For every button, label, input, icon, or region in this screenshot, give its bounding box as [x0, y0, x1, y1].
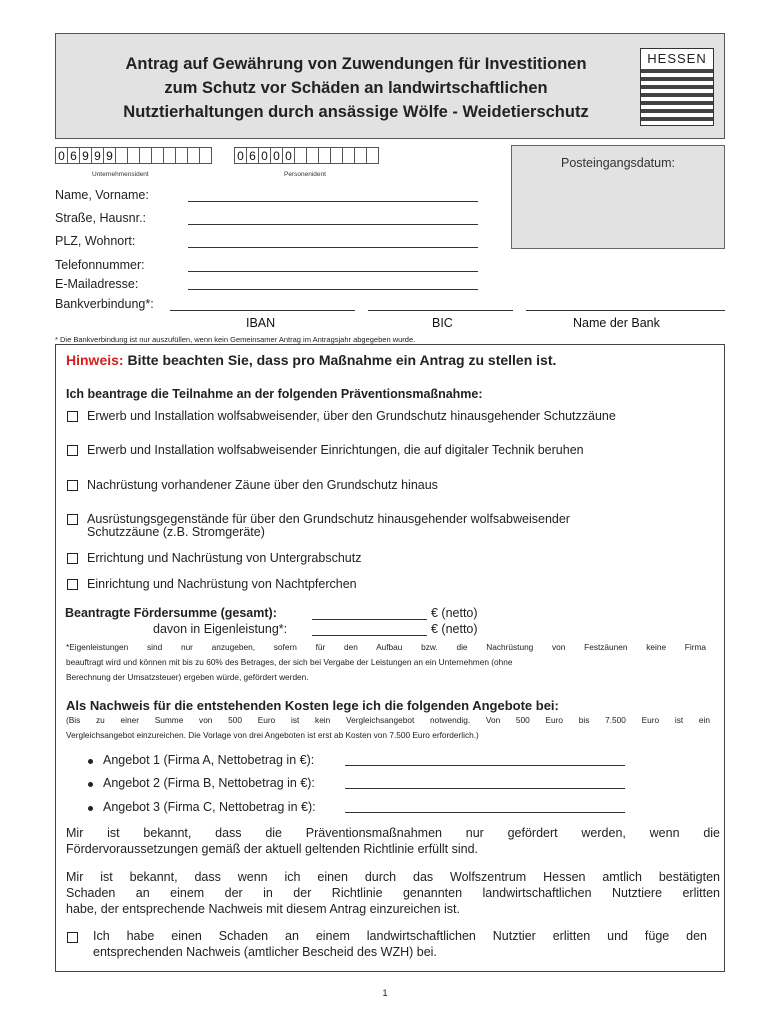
- personenident-digit-cell[interactable]: 0: [258, 147, 271, 164]
- angebot-3-label: Angebot 3 (Firma C, Nettobetrag in €):: [103, 800, 316, 814]
- angebot-1-input-line[interactable]: [345, 765, 625, 766]
- email-label: E-Mailadresse:: [55, 277, 139, 291]
- unternehmensident-label: Unternehmensident: [92, 171, 149, 178]
- option-checkbox-3[interactable]: [67, 480, 78, 491]
- bullet-2: [88, 782, 93, 787]
- form-title: Antrag auf Gewährung von Zuwendungen für Investitionen zum Schutz vor Schäden an landwirtschaftlichen Nutztierhaltungen durch ansässige Wölfe - Weidetierschutz: [123, 55, 589, 121]
- plz-input-line[interactable]: [188, 247, 478, 248]
- option-label-2: Erwerb und Installation wolfsabweisender Einrichtungen, die auf digitaler Technik beruhen: [87, 443, 584, 457]
- summe-suffix: € (netto): [431, 606, 478, 620]
- angebot-2-input-line[interactable]: [345, 788, 625, 789]
- personenident-digit-cell[interactable]: 0: [282, 147, 295, 164]
- telefon-label: Telefonnummer:: [55, 258, 145, 272]
- option-label-1: Erwerb und Installation wolfsabweisender, über den Grundschutz hinausgehender Schutzzäune: [87, 409, 616, 423]
- para2-line2: Schaden an einem der in der Richtlinie genannten landwirtschaftlichen Nutztiere erlitten: [66, 886, 720, 900]
- bullet-1: [88, 759, 93, 764]
- eigen-note-2: beauftragt wird und können mit bis zu 60% des Betrages, der sich bei Vergabe der Leistungen an ein Unternehmen (ohne: [66, 657, 513, 667]
- option-checkbox-5[interactable]: [67, 553, 78, 564]
- schaden-line2: entsprechenden Nachweis (amtlicher Bescheid des WZH) bei.: [93, 945, 437, 959]
- para1-line1: Mir ist bekannt, dass die Präventionsmaßnahmen nur gefördert werden, wenn die: [66, 826, 720, 840]
- strasse-input-line[interactable]: [188, 224, 478, 225]
- para1-line2: Fördervoraussetzungen gemäß der aktuell geltenden Richtlinie erfüllt sind.: [66, 842, 479, 856]
- form-header: [55, 33, 725, 139]
- eigen-note-3: Berechnung der Umsatzsteuer) ergeben würde, gefördert werden.: [66, 672, 309, 682]
- personenident-digit-cell[interactable]: 0: [270, 147, 283, 164]
- hessen-logo: HESSEN: [640, 48, 714, 126]
- bank-footnote: * Die Bankverbindung ist nur auszufüllen, wenn kein Gemeinsamer Antrag im Antragsjahr abgegeben wurde.: [55, 335, 416, 344]
- personenident-digit-cell[interactable]: 6: [246, 147, 259, 164]
- summe-label: Beantragte Fördersumme (gesamt):: [65, 606, 277, 620]
- email-input-line[interactable]: [188, 289, 478, 290]
- plz-label: PLZ, Wohnort:: [55, 234, 136, 248]
- logo-stripes: [641, 69, 713, 123]
- personenident-digit-cell[interactable]: 0: [234, 147, 247, 164]
- eigen-note-1: *Eigenleistungen sind nur anzugeben, sofern für den Aufbau bzw. die Nachrüstung von Festzäunen keine Firma: [66, 642, 706, 652]
- bankname-label: Name der Bank: [573, 316, 660, 330]
- iban-label: IBAN: [246, 316, 276, 330]
- bic-input-line[interactable]: [368, 310, 513, 311]
- nachweis-note-2: Vergleichsangebot einzureichen. Die Vorlage von drei Angeboten ist erst ab Kosten von 7.500 Euro erforderlich.): [66, 730, 479, 740]
- para2-line1: Mir ist bekannt, dass wenn ich einen durch das Wolfszentrum Hessen amtlich bestätigten: [66, 870, 720, 884]
- eigen-suffix: € (netto): [431, 622, 478, 636]
- nachweis-title: Als Nachweis für die entstehenden Kosten lege ich die folgenden Angebote bei:: [66, 698, 559, 713]
- beantrage-heading: Ich beantrage die Teilnahme an der folgenden Präventionsmaßnahme:: [66, 387, 483, 401]
- para2-line3: habe, der entsprechende Nachweis mit diesem Antrag einzureichen ist.: [66, 902, 460, 916]
- unternehmensident-field[interactable]: [55, 147, 211, 164]
- name-input-line[interactable]: [188, 201, 478, 202]
- summe-input-line[interactable]: [312, 619, 427, 620]
- iban-input-line[interactable]: [170, 310, 355, 311]
- unternehmensident-digit-cell[interactable]: 0: [55, 147, 68, 164]
- eigen-input-line[interactable]: [312, 635, 427, 636]
- name-label: Name, Vorname:: [55, 188, 149, 202]
- personenident-label: Personenident: [284, 171, 326, 178]
- personenident-field[interactable]: [234, 147, 378, 164]
- option-label-3: Nachrüstung vorhandener Zäune über den Grundschutz hinaus: [87, 478, 438, 492]
- unternehmensident-digit-cell[interactable]: 6: [67, 147, 80, 164]
- unternehmensident-digit-cell[interactable]: 9: [91, 147, 104, 164]
- option-checkbox-6[interactable]: [67, 579, 78, 590]
- unternehmensident-digit-cell[interactable]: 9: [103, 147, 116, 164]
- hinweis-line: Hinweis: Bitte beachten Sie, dass pro Maßnahme ein Antrag zu stellen ist.: [66, 352, 557, 368]
- strasse-label: Straße, Hausnr.:: [55, 211, 147, 225]
- schaden-checkbox[interactable]: [67, 932, 78, 943]
- nachweis-note-1: (Bis zu einer Summe von 500 Euro ist kein Vergleichsangebot notwendig. Von 500 Euro bis 7.500 Euro ist ein: [66, 715, 710, 725]
- personenident-digit-cell[interactable]: [366, 147, 379, 164]
- schaden-line1: Ich habe einen Schaden an einem landwirtschaftlichen Nutztier erlitten und füge den: [93, 929, 707, 943]
- unternehmensident-digit-cell[interactable]: 9: [79, 147, 92, 164]
- page-number: 1: [382, 988, 388, 998]
- unternehmensident-digit-cell[interactable]: [199, 147, 212, 164]
- option-label-4-line2: Schutzzäune (z.B. Stromgeräte): [87, 525, 265, 539]
- posteingangsdatum-box: Posteingangsdatum:: [511, 145, 725, 249]
- angebot-3-input-line[interactable]: [345, 812, 625, 813]
- option-label-6: Einrichtung und Nachrüstung von Nachtpferchen: [87, 577, 357, 591]
- eigen-label: davon in Eigenleistung*:: [153, 622, 288, 636]
- bankname-input-line[interactable]: [526, 310, 725, 311]
- telefon-input-line[interactable]: [188, 271, 478, 272]
- bic-label: BIC: [432, 316, 453, 330]
- option-checkbox-2[interactable]: [67, 445, 78, 456]
- option-checkbox-4[interactable]: [67, 514, 78, 525]
- bullet-3: [88, 806, 93, 811]
- angebot-1-label: Angebot 1 (Firma A, Nettobetrag in €):: [103, 753, 315, 767]
- bank-label: Bankverbindung*:: [55, 297, 154, 311]
- option-label-5: Errichtung und Nachrüstung von Untergrabschutz: [87, 551, 362, 565]
- option-checkbox-1[interactable]: [67, 411, 78, 422]
- angebot-2-label: Angebot 2 (Firma B, Nettobetrag in €):: [103, 776, 315, 790]
- option-label-4: Ausrüstungsgegenstände für über den Grundschutz hinausgehender wolfsabweisender: [87, 512, 570, 526]
